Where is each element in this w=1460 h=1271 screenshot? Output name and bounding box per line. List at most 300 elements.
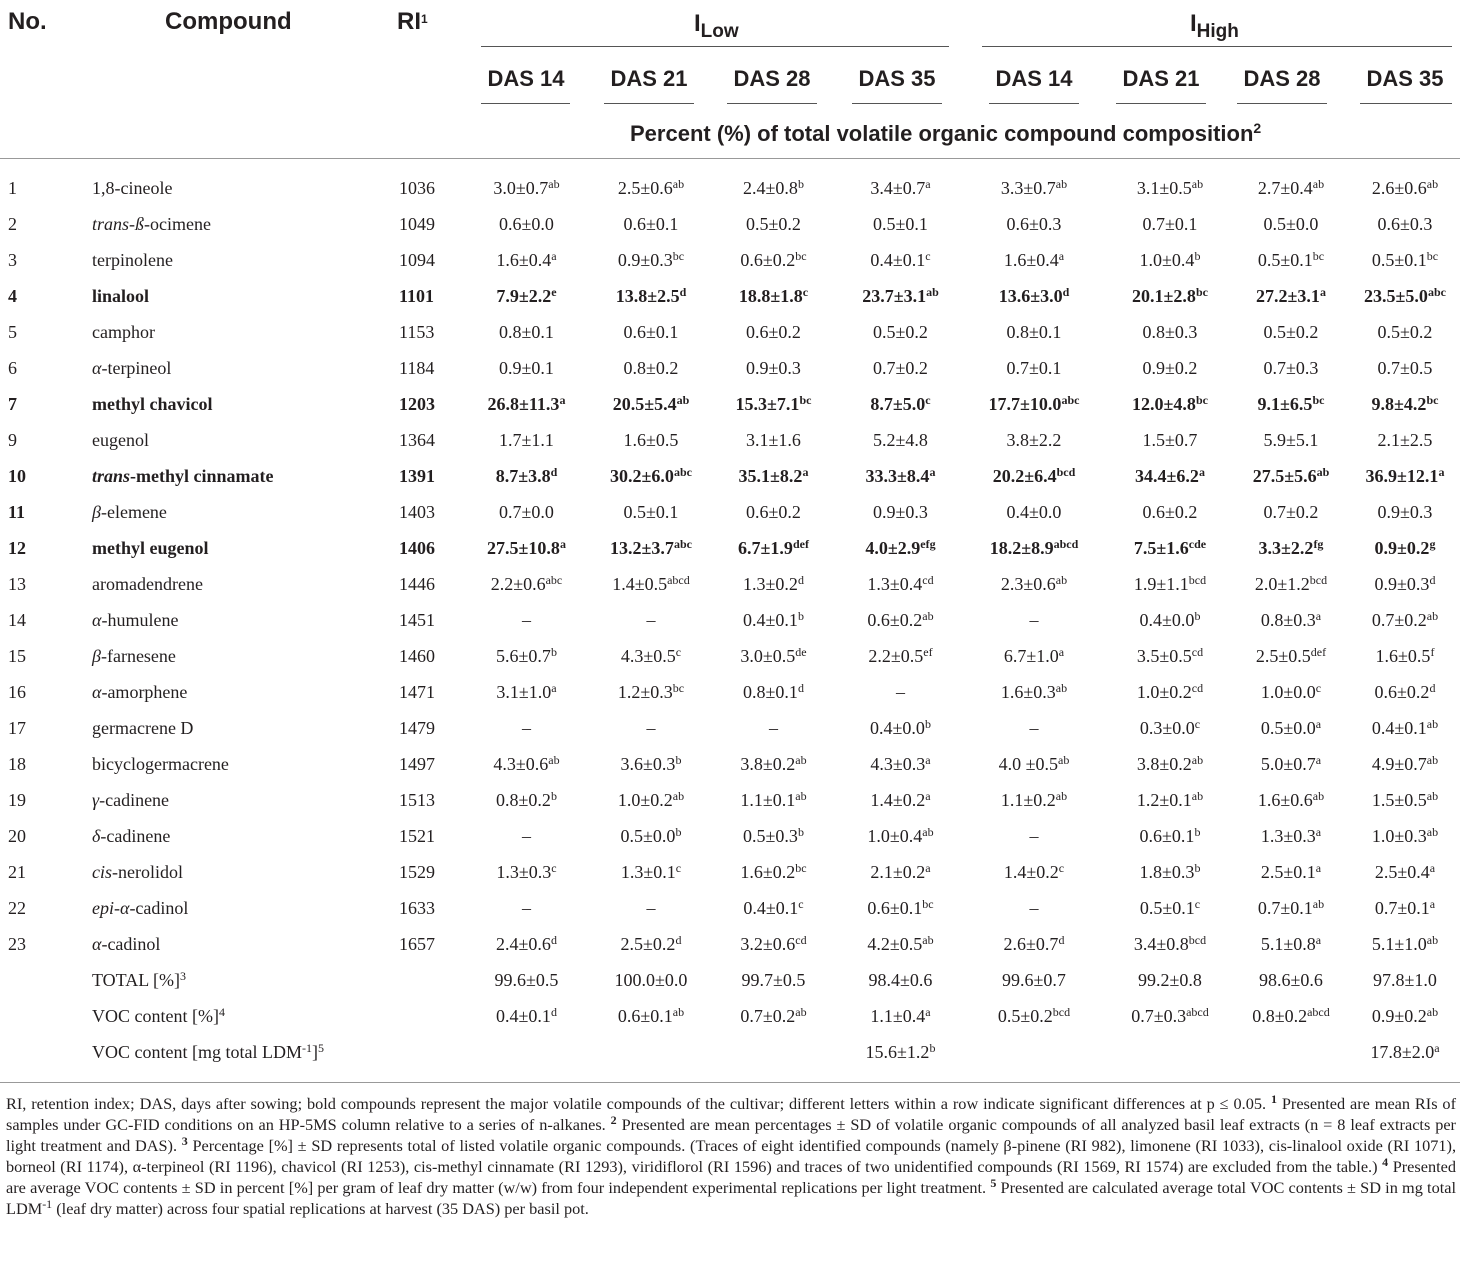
significance-letters: a bbox=[1315, 824, 1322, 839]
significance-letters: ab bbox=[1058, 752, 1070, 767]
compound-name-text: -cadinol bbox=[129, 897, 189, 918]
value-text: 0.8±0.1 bbox=[1006, 321, 1062, 342]
value-cell bbox=[1232, 422, 1350, 458]
value-text: 0.9±0.3 bbox=[617, 249, 673, 270]
retention-index: 1153 bbox=[399, 321, 435, 342]
significance-letters: e bbox=[551, 284, 557, 299]
value-cell bbox=[596, 746, 706, 782]
value-cell bbox=[1350, 566, 1460, 602]
value-cell bbox=[457, 746, 596, 782]
footnote-sup: 5 bbox=[990, 1176, 997, 1190]
significance-letters: b bbox=[797, 824, 804, 839]
row-number bbox=[0, 1034, 92, 1070]
significance-letters: b bbox=[797, 608, 804, 623]
value-text: 0.9±0.2 bbox=[1374, 537, 1430, 558]
value-cell bbox=[1350, 926, 1460, 962]
value-text: 4.3±0.3 bbox=[870, 753, 926, 774]
value-cell bbox=[1108, 710, 1232, 746]
value-cell bbox=[457, 350, 596, 386]
value-text: 5.6±0.7 bbox=[496, 645, 551, 666]
value-text: 1.2±0.3 bbox=[617, 681, 673, 702]
footnote-text: Presented are mean percentages ± SD of volatile organic compounds of all analyzed basil leaf extracts (n = 8 leaf extracts per light treatment and DAS). bbox=[6, 1115, 1456, 1155]
value-text: 0.6±0.1 bbox=[623, 213, 679, 234]
value-cell bbox=[1350, 710, 1460, 746]
value-text: 0.6±0.2 bbox=[746, 501, 801, 522]
significance-letters: cd bbox=[795, 932, 807, 947]
table-row bbox=[0, 746, 1460, 782]
group-low-main: I bbox=[694, 10, 701, 37]
compound-name bbox=[92, 602, 399, 638]
row-number: 14 bbox=[8, 609, 26, 630]
significance-letters: c bbox=[1194, 716, 1201, 731]
row-number: 11 bbox=[8, 501, 26, 522]
value-cell bbox=[1232, 494, 1350, 530]
value-text: 18.8±1.8 bbox=[738, 285, 803, 306]
value-text: 13.8±2.5 bbox=[615, 285, 680, 306]
value-text: 27.2±3.1 bbox=[1256, 285, 1320, 306]
compound-name-text: -cadinol bbox=[101, 933, 161, 954]
table-row bbox=[0, 458, 1460, 494]
value-text: 0.7±0.1 bbox=[1257, 897, 1313, 918]
significance-letters: b bbox=[1194, 248, 1201, 263]
value-text: 3.4±0.7 bbox=[870, 177, 926, 198]
value-cell bbox=[1350, 638, 1460, 674]
value-text: 0.6±0.1 bbox=[1139, 825, 1195, 846]
value-text: 3.2±0.6 bbox=[740, 933, 796, 954]
retention-index: 1049 bbox=[399, 213, 435, 234]
significance-letters: bc bbox=[1312, 392, 1325, 407]
value-cell bbox=[960, 278, 1108, 314]
value-text: 5.2±4.8 bbox=[873, 429, 928, 450]
value-cell bbox=[841, 710, 960, 746]
das-header: DAS 35 bbox=[858, 66, 936, 91]
value-cell bbox=[596, 458, 706, 494]
footnote-sup: -1 bbox=[42, 1197, 53, 1211]
value-cell bbox=[960, 170, 1108, 206]
value-cell bbox=[596, 386, 706, 422]
value-cell bbox=[457, 890, 596, 926]
retention-index: 1633 bbox=[399, 897, 435, 918]
row-number: 22 bbox=[8, 897, 26, 918]
value-text: 5.0±0.7 bbox=[1260, 753, 1316, 774]
value-text: 1.4±0.2 bbox=[1003, 861, 1059, 882]
value-cell bbox=[457, 962, 596, 998]
value-text: 3.4±0.8 bbox=[1133, 933, 1189, 954]
value-text: 2.6±0.6 bbox=[1371, 177, 1427, 198]
table-bottom-rule bbox=[0, 1082, 1460, 1083]
significance-letters: b bbox=[1194, 860, 1201, 875]
significance-letters: c bbox=[925, 392, 931, 407]
significance-letters: bc bbox=[1195, 284, 1208, 299]
value-cell bbox=[960, 566, 1108, 602]
table-row bbox=[0, 242, 1460, 278]
value-text: 2.0±1.2 bbox=[1254, 573, 1310, 594]
summary-row bbox=[0, 998, 1460, 1034]
value-text: 0.8±0.2 bbox=[1252, 1005, 1308, 1026]
value-text: 0.6±0.2 bbox=[746, 321, 801, 342]
significance-letters: abc bbox=[1427, 284, 1446, 299]
compound-name-italic: α bbox=[92, 933, 102, 954]
value-cell bbox=[1108, 566, 1232, 602]
das-underline bbox=[481, 103, 570, 104]
compound-name bbox=[92, 674, 399, 710]
significance-letters: bcd bbox=[1052, 1004, 1071, 1019]
value-text: 2.7±0.4 bbox=[1257, 177, 1313, 198]
significance-letters: ab bbox=[1191, 176, 1204, 191]
significance-letters: abcd bbox=[667, 572, 690, 587]
compound-name-text: aromadendrene bbox=[92, 573, 203, 594]
summary-label bbox=[92, 962, 457, 998]
significance-letters: ab bbox=[922, 932, 934, 947]
value-cell bbox=[1350, 386, 1460, 422]
table-row bbox=[0, 818, 1460, 854]
significance-letters: c bbox=[798, 896, 804, 911]
significance-letters: ab bbox=[795, 788, 807, 803]
summary-label-exp: -1 bbox=[301, 1040, 312, 1055]
significance-letters: ab bbox=[676, 392, 690, 407]
value-cell bbox=[1350, 458, 1460, 494]
value-cell bbox=[596, 890, 706, 926]
value-cell bbox=[596, 422, 706, 458]
value-text: 0.4±0.0 bbox=[870, 717, 925, 738]
significance-letters: ab bbox=[1055, 176, 1068, 191]
compound-name bbox=[92, 890, 399, 926]
compound-name-italic: cis bbox=[92, 861, 112, 882]
significance-letters: def bbox=[1310, 644, 1327, 659]
retention-index: 1513 bbox=[399, 789, 435, 810]
value-text: 1.6±0.5 bbox=[1375, 645, 1431, 666]
significance-letters: a bbox=[1429, 860, 1436, 875]
group-low-sub: Low bbox=[700, 21, 739, 42]
value-cell bbox=[960, 818, 1108, 854]
compound-name-text: -cadinene bbox=[100, 825, 171, 846]
value-text: 2.3±0.6 bbox=[1000, 573, 1056, 594]
value-text: 1.3±0.4 bbox=[867, 573, 923, 594]
summary-label-sup: 5 bbox=[317, 1040, 324, 1055]
significance-letters: bc bbox=[1312, 248, 1325, 263]
value-text: 99.2±0.8 bbox=[1138, 969, 1202, 990]
value-cell bbox=[1350, 494, 1460, 530]
value-cell bbox=[841, 926, 960, 962]
footnote-text: Presented are calculated average total VOC contents ± SD in mg total LDM bbox=[6, 1178, 1456, 1218]
value-text: 1.5±0.5 bbox=[1371, 789, 1427, 810]
significance-letters: bc bbox=[672, 248, 685, 263]
value-text: 0.6±0.2 bbox=[1142, 501, 1198, 522]
value-text: 0.7±0.1 bbox=[1142, 213, 1198, 234]
value-cell bbox=[960, 926, 1108, 962]
value-cell bbox=[1108, 602, 1232, 638]
compound-name-italic: α bbox=[92, 681, 102, 702]
significance-letters: bc bbox=[1426, 392, 1439, 407]
das-header: DAS 35 bbox=[1366, 66, 1444, 91]
value-cell bbox=[1108, 458, 1232, 494]
compound-name-text: -humulene bbox=[101, 609, 179, 630]
compound-name-text: ocimene bbox=[150, 213, 211, 234]
value-cell bbox=[960, 530, 1108, 566]
significance-letters: ab bbox=[1426, 176, 1439, 191]
value-cell bbox=[1350, 242, 1460, 278]
significance-letters: bc bbox=[1195, 392, 1208, 407]
value-text: 27.5±5.6 bbox=[1252, 465, 1317, 486]
compound-name bbox=[92, 926, 399, 962]
value-text: 0.3±0.0 bbox=[1139, 717, 1195, 738]
summary-label-text: TOTAL [%] bbox=[92, 969, 181, 990]
row-number: 20 bbox=[8, 825, 26, 846]
significance-letters: a bbox=[925, 752, 931, 767]
value-text: 98.6±0.6 bbox=[1259, 969, 1323, 990]
value-cell bbox=[596, 278, 706, 314]
header-ri bbox=[397, 8, 428, 36]
value-text: 15.3±7.1 bbox=[735, 393, 800, 414]
compound-name bbox=[92, 746, 399, 782]
value-text: 0.9±0.3 bbox=[1377, 501, 1433, 522]
value-cell bbox=[1232, 206, 1350, 242]
value-cell bbox=[1350, 962, 1460, 998]
significance-letters: ab bbox=[922, 824, 934, 839]
compound-name-text: -terpineol bbox=[101, 357, 172, 378]
value-text: 3.1±0.5 bbox=[1136, 177, 1192, 198]
significance-letters: c bbox=[675, 644, 682, 659]
value-text: – bbox=[1029, 825, 1039, 846]
significance-letters: b bbox=[550, 644, 557, 659]
significance-letters: bcd bbox=[1188, 572, 1207, 587]
value-text: 1.3±0.1 bbox=[620, 861, 676, 882]
value-text: 0.4±0.0 bbox=[1006, 501, 1062, 522]
value-cell bbox=[1108, 278, 1232, 314]
value-cell bbox=[596, 170, 706, 206]
significance-letters: b bbox=[675, 824, 682, 839]
summary-label-text: VOC content [mg total LDM bbox=[92, 1041, 302, 1062]
value-text: 0.4±0.1 bbox=[743, 609, 798, 630]
value-text: 4.9±0.7 bbox=[1371, 753, 1427, 774]
significance-letters: ab bbox=[1426, 716, 1439, 731]
value-text: 1.6±0.2 bbox=[740, 861, 796, 882]
value-text: 3.0±0.5 bbox=[740, 645, 796, 666]
retention-index: 1446 bbox=[399, 573, 435, 594]
value-text: 36.9±12.1 bbox=[1365, 465, 1439, 486]
table-row bbox=[0, 602, 1460, 638]
value-text: 3.1±1.0 bbox=[496, 681, 552, 702]
value-text: 30.2±6.0 bbox=[610, 465, 674, 486]
retention-index: 1451 bbox=[399, 609, 435, 630]
value-text: 1.1±0.1 bbox=[740, 789, 796, 810]
value-text: – bbox=[1029, 897, 1039, 918]
table-row bbox=[0, 782, 1460, 818]
value-cell bbox=[457, 242, 596, 278]
group-low-title bbox=[694, 10, 739, 43]
compound-name bbox=[92, 386, 399, 422]
das-header: DAS 21 bbox=[1122, 66, 1200, 91]
value-cell bbox=[841, 890, 960, 926]
value-cell bbox=[706, 1034, 841, 1070]
significance-letters: d bbox=[797, 680, 804, 695]
value-cell bbox=[596, 602, 706, 638]
value-cell bbox=[596, 782, 706, 818]
significance-letters: ab bbox=[672, 176, 685, 191]
table-footnote bbox=[6, 1093, 1456, 1219]
value-text: 17.7±10.0 bbox=[988, 393, 1062, 414]
value-cell bbox=[457, 710, 596, 746]
value-cell bbox=[457, 998, 596, 1034]
value-cell bbox=[457, 566, 596, 602]
value-cell bbox=[596, 494, 706, 530]
value-text: 33.3±8.4 bbox=[865, 465, 930, 486]
value-cell bbox=[960, 962, 1108, 998]
value-text: 1.8±0.3 bbox=[1139, 861, 1195, 882]
value-text: 0.7±0.5 bbox=[1377, 357, 1433, 378]
value-text: 1.0±0.2 bbox=[617, 789, 673, 810]
value-cell bbox=[706, 638, 841, 674]
row-number: 7 bbox=[8, 393, 17, 414]
value-text: 3.6±0.3 bbox=[620, 753, 676, 774]
group-high-underline bbox=[982, 46, 1452, 47]
value-cell bbox=[706, 926, 841, 962]
value-text: 9.1±6.5 bbox=[1257, 393, 1313, 414]
significance-letters: ab bbox=[1316, 464, 1330, 479]
significance-letters: abc bbox=[673, 464, 692, 479]
table-row bbox=[0, 566, 1460, 602]
value-text: 99.6±0.5 bbox=[494, 969, 559, 990]
significance-letters: a bbox=[802, 464, 809, 479]
value-cell bbox=[1232, 746, 1350, 782]
value-text: – bbox=[896, 681, 905, 702]
significance-letters: ab bbox=[1426, 752, 1439, 767]
significance-letters: g bbox=[1429, 536, 1436, 551]
row-number: 6 bbox=[8, 357, 17, 378]
value-cell bbox=[1108, 170, 1232, 206]
das-underline bbox=[1116, 103, 1206, 104]
value-cell bbox=[596, 674, 706, 710]
value-text: 0.5±0.1 bbox=[1139, 897, 1195, 918]
compound-name-text: -methyl cinnamate bbox=[130, 465, 274, 486]
value-text: 2.5±0.1 bbox=[1260, 861, 1316, 882]
footnote-text: Percentage [%] ± SD represents total of listed volatile organic compounds. (Traces of eight identified compounds (namely β-pinene (RI 982), limonene (RI 1033), cis-linalool oxide (RI 1071), borneol (RI 1174), α-terpineol (RI 1196), chavicol (RI 1253), cis-methyl cinnamate (RI 1293), viridiflorol (RI 1596) and traces of two unidentified compounds (RI 1569, RI 1574) are excluded from the table.) bbox=[6, 1136, 1457, 1176]
value-text: – bbox=[522, 609, 531, 630]
summary-label-sup: 4 bbox=[218, 1004, 225, 1019]
value-text: 17.8±2.0 bbox=[1370, 1041, 1435, 1062]
value-cell bbox=[596, 1034, 706, 1070]
significance-letters: ab bbox=[1426, 932, 1439, 947]
value-cell bbox=[841, 530, 960, 566]
table-row bbox=[0, 926, 1460, 962]
row-number: 23 bbox=[8, 933, 26, 954]
header-compound: Compound bbox=[165, 8, 292, 35]
significance-letters: ab bbox=[1312, 176, 1325, 191]
value-text: 3.1±1.6 bbox=[746, 429, 801, 450]
value-text: 2.2±0.6 bbox=[490, 573, 546, 594]
value-text: 1.1±0.4 bbox=[870, 1005, 926, 1026]
value-cell bbox=[841, 278, 960, 314]
value-text: 0.6±0.1 bbox=[617, 1005, 673, 1026]
significance-letters: d bbox=[1058, 932, 1065, 947]
value-cell bbox=[1108, 350, 1232, 386]
compound-name-italic: α bbox=[92, 357, 102, 378]
value-cell bbox=[596, 962, 706, 998]
value-text: 0.9±0.1 bbox=[499, 357, 554, 378]
significance-letters: a bbox=[1438, 464, 1445, 479]
significance-letters: cd bbox=[922, 572, 934, 587]
significance-letters: a bbox=[1434, 1040, 1440, 1055]
significance-letters: a bbox=[1319, 284, 1326, 299]
value-cell bbox=[1232, 602, 1350, 638]
value-text: – bbox=[646, 717, 656, 738]
value-text: 0.5±0.2 bbox=[997, 1005, 1053, 1026]
value-cell bbox=[1350, 530, 1460, 566]
value-text: 0.4±0.1 bbox=[743, 897, 799, 918]
significance-letters: abcd bbox=[1053, 536, 1079, 551]
value-cell bbox=[1108, 422, 1232, 458]
significance-letters: ab bbox=[672, 788, 685, 803]
value-text: 0.7±0.1 bbox=[1006, 357, 1062, 378]
value-cell bbox=[706, 818, 841, 854]
significance-letters: bc bbox=[795, 860, 807, 875]
table-row bbox=[0, 350, 1460, 386]
table-row bbox=[0, 422, 1460, 458]
significance-letters: d bbox=[550, 932, 557, 947]
value-cell bbox=[457, 494, 596, 530]
value-cell bbox=[841, 638, 960, 674]
compound-name-text: camphor bbox=[92, 321, 155, 342]
value-cell bbox=[596, 350, 706, 386]
value-cell bbox=[1108, 998, 1232, 1034]
das-header: DAS 14 bbox=[487, 66, 565, 91]
retention-index: 1036 bbox=[399, 177, 435, 198]
significance-letters: abcd bbox=[1186, 1004, 1209, 1019]
value-text: 2.5±0.5 bbox=[1255, 645, 1311, 666]
retention-index: 1406 bbox=[399, 537, 435, 558]
value-text: 0.7±0.2 bbox=[740, 1005, 796, 1026]
significance-letters: cd bbox=[1191, 680, 1204, 695]
value-text: 0.5±0.2 bbox=[1263, 321, 1319, 342]
das-header: DAS 21 bbox=[610, 66, 688, 91]
value-text: 3.3±2.2 bbox=[1258, 537, 1314, 558]
value-cell bbox=[596, 818, 706, 854]
significance-letters: ab bbox=[1426, 1004, 1439, 1019]
value-cell bbox=[457, 602, 596, 638]
value-text: 1.9±1.1 bbox=[1133, 573, 1189, 594]
value-cell bbox=[1108, 386, 1232, 422]
row-number: 10 bbox=[8, 465, 26, 486]
value-cell bbox=[457, 278, 596, 314]
compound-name-italic: δ bbox=[92, 825, 101, 846]
header-no: No. bbox=[8, 8, 47, 35]
significance-letters: a bbox=[1315, 716, 1322, 731]
value-text: 2.1±2.5 bbox=[1377, 429, 1433, 450]
table-row bbox=[0, 890, 1460, 926]
value-text: 0.9±0.2 bbox=[1371, 1005, 1427, 1026]
retention-index: 1471 bbox=[399, 681, 435, 702]
compound-name-italic: β bbox=[92, 645, 101, 666]
significance-letters: d bbox=[550, 464, 558, 479]
value-cell bbox=[596, 566, 706, 602]
value-cell bbox=[841, 854, 960, 890]
value-cell bbox=[960, 458, 1108, 494]
value-cell bbox=[1232, 278, 1350, 314]
retention-index: 1521 bbox=[399, 825, 435, 846]
value-cell bbox=[457, 782, 596, 818]
value-cell bbox=[457, 530, 596, 566]
value-cell bbox=[457, 638, 596, 674]
value-text: 99.7±0.5 bbox=[741, 969, 806, 990]
table-row bbox=[0, 494, 1460, 530]
row-number: 12 bbox=[8, 537, 26, 558]
value-text: – bbox=[1029, 609, 1039, 630]
value-text: 12.0±4.8 bbox=[1132, 393, 1196, 414]
value-cell bbox=[457, 206, 596, 242]
value-cell bbox=[1108, 1034, 1232, 1070]
significance-letters: ab bbox=[795, 752, 807, 767]
das-underline bbox=[604, 103, 694, 104]
